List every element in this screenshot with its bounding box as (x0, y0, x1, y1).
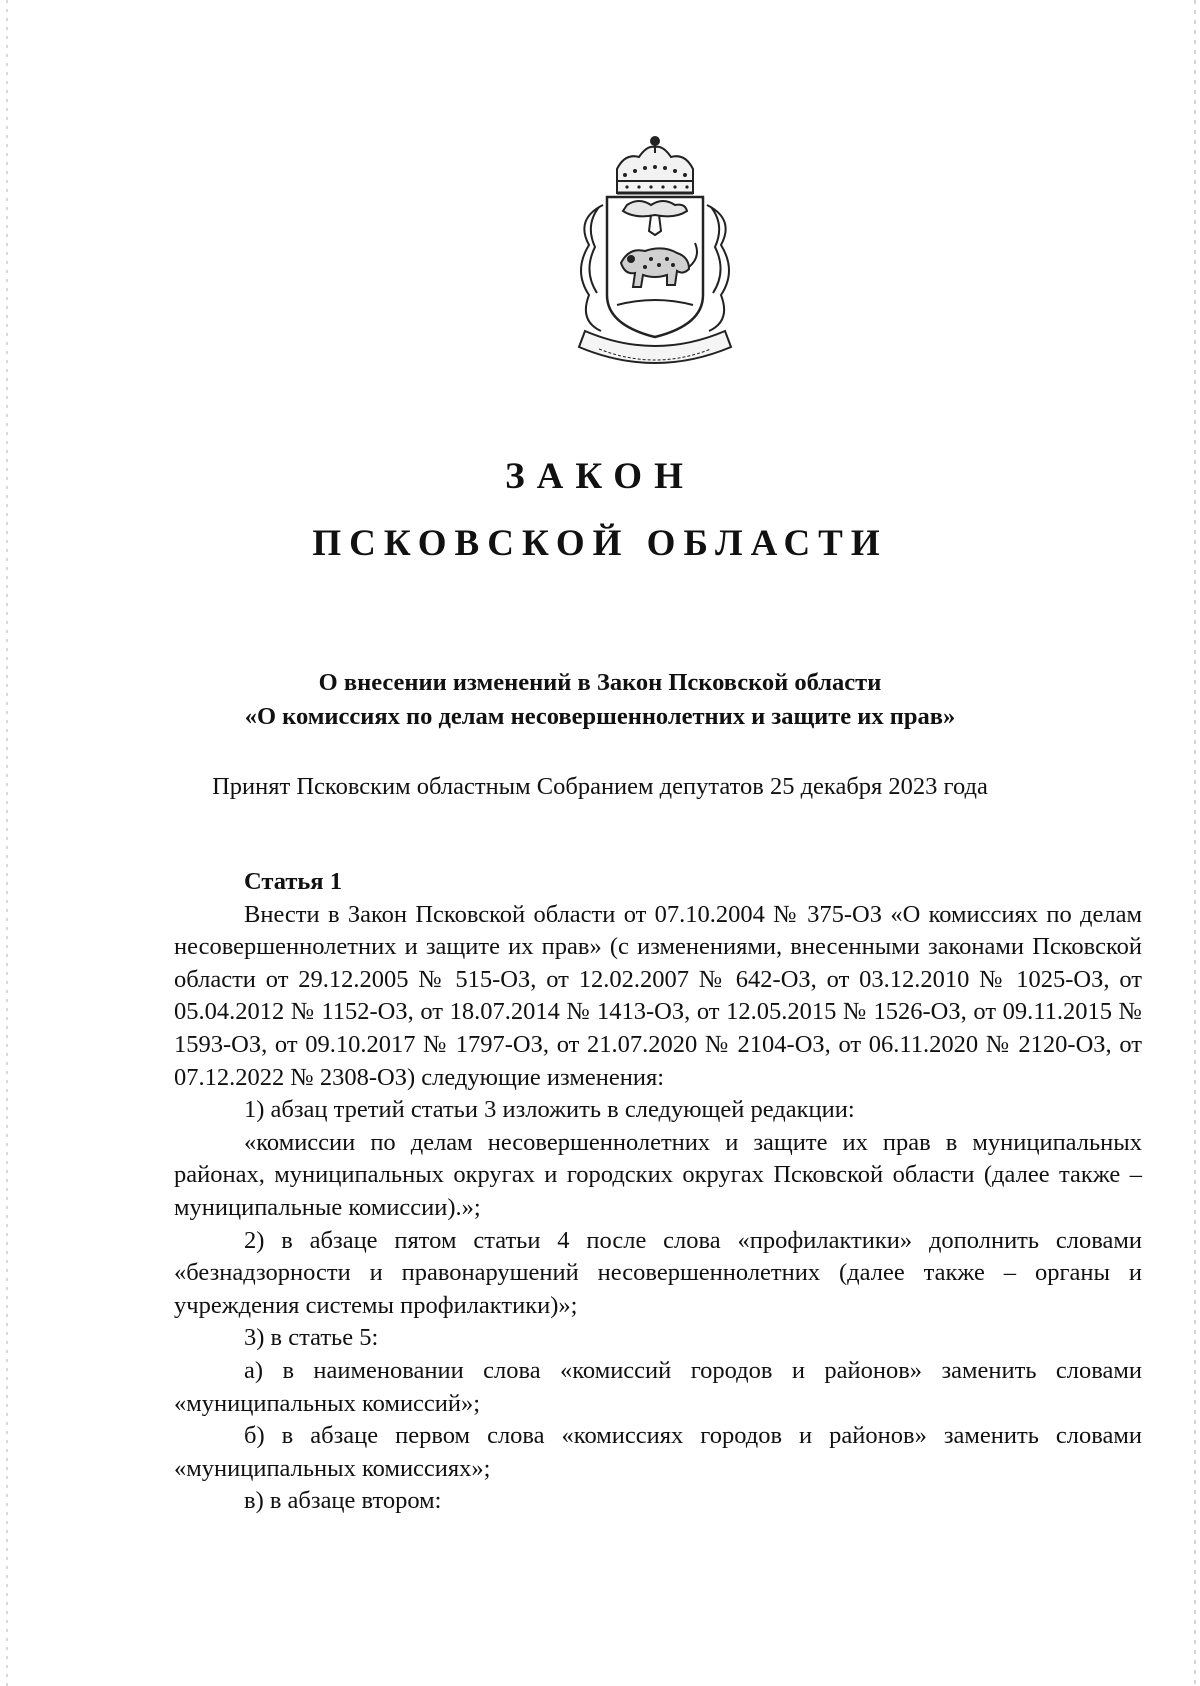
article-paragraph: 3) в статье 5: (244, 1324, 379, 1352)
article-title: Статья 1 (244, 868, 342, 895)
article-paragraph: «комиссии по делам несовершеннолетних и защите их прав в муниципальных районах, муниципальных округах и городских округах Псковской области (далее также – муниципальные комиссии).»; (174, 1128, 1142, 1221)
coat-of-arms-emblem (555, 135, 755, 375)
article-paragraph: а) в наименовании слова «комиссий городов и районов» заменить словами «муниципальных комиссий»; (174, 1356, 1142, 1417)
document-title: ЗАКОН (505, 456, 695, 497)
document-subtitle: ПСКОВСКОЙ ОБЛАСТИ (312, 523, 888, 564)
article-paragraph: Внести в Закон Псковской области от 07.10.2004 № 375-ОЗ «О комиссиях по делам несовершеннолетних и защите их прав» (с изменениями, внесенными законами Псковской области от 29.12.2005 № 515-ОЗ, от 12.02.2007 № 642-ОЗ, от 03.12.2010 № 1025-ОЗ, от 05.04.2012 № 1152-ОЗ, от 18.07.2014 № 1413-ОЗ, от 12.05.2015 № 1526-ОЗ, от 09.11.2015 № 1593-ОЗ, от 09.10.2017 № 1797-ОЗ, от 21.07.2020 № 2104-ОЗ, от 06.11.2020 № 2120-ОЗ, от 07.12.2022 № 2308-ОЗ) следующие изменения: (174, 900, 1142, 1091)
article-paragraph: 2) в абзаце пятом статьи 4 после слова «профилактики» дополнить словами «безнадзорности и правонарушений несовершеннолетних (далее также – органы и учреждения системы профилактики)»; (174, 1226, 1142, 1319)
law-heading (0, 666, 1200, 734)
adoption-statement: Принят Псковским областным Собранием депутатов 25 декабря 2023 года (212, 773, 988, 800)
article-paragraph: в) в абзаце втором: (244, 1487, 442, 1515)
article-paragraph: 1) абзац третий статьи 3 изложить в следующей редакции: (244, 1096, 855, 1124)
article-1 (174, 866, 1142, 1518)
law-heading-line1: О внесении изменений в Закон Псковской области (318, 669, 882, 696)
article-paragraph: б) в абзаце первом слова «комиссиях городов и районов» заменить словами «муниципальных комиссиях»; (174, 1422, 1142, 1482)
law-heading-line2: «О комиссиях по делам несовершеннолетних и защите их прав» (244, 703, 956, 730)
scan-edge-left (6, 0, 8, 1686)
scan-edge-right (1194, 0, 1196, 1686)
